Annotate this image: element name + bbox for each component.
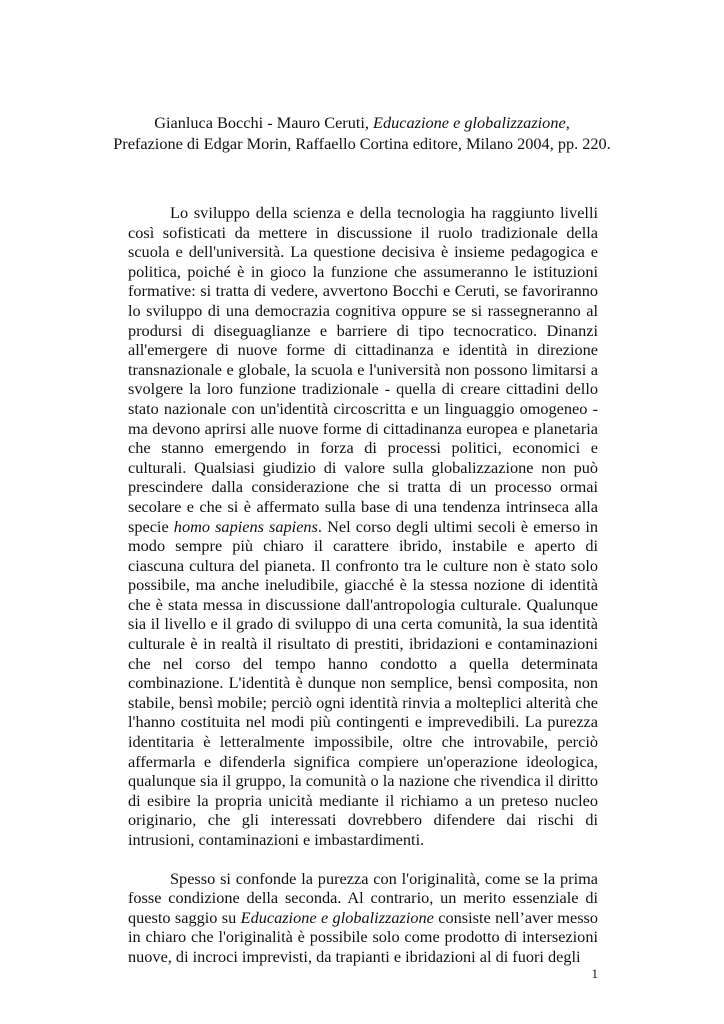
citation-line-2: Prefazione di Edgar Morin, Raffaello Cortina editore, Milano 2004, pp. 220. bbox=[113, 134, 611, 153]
page-number: 1 bbox=[591, 966, 598, 981]
paragraph-1-text-b: . Nel corso degli ultimi secoli è emerso in modo sempre più chiaro il carattere ibrido, instabile e aperto di ciascuna cultura del pianeta. Il confronto tra le culture non è stato solo possibile, ma anche ineludibile, giacché è la stessa nozione di identità che è stata messa in discussione dall'antropologia culturale. Qualunque sia il livello e il grado di sviluppo di una certa comunità, la sua identità culturale è in realtà il risultato di prestiti, ibridazioni e contaminazioni che nel corso del tempo hanno condotto a quella determinata combinazione. L'identità è dunque non semplice, bensì composita, non stabile, bensì mobile; perciò ogni identità rinvia a molteplici alterità che l'hanno costituita nel modi più contingenti e imprevedibili. La purezza identitaria è letteralmente impossibile, oltre che introvabile, perciò affermarla e difenderla significa compiere un'operazione ideologica, qualunque sia il gruppo, la comunità o la nazione che rivendica il diritto di esibire la propria unicità mediante il richiamo a un preteso nucleo originario, che gli interessati dovrebbero difendere dai rischi di intrusioni, contaminazioni e imbastardimenti. bbox=[128, 516, 598, 849]
paragraph-2-italic: Educazione e globalizzazione bbox=[240, 907, 434, 927]
paragraph-1-text-a: Lo sviluppo della scienza e della tecnologia ha raggiunto livelli così sofisticati da mettere in discussione il ruolo tradizionale della scuola e dell'università. La questione decisiva è insieme pedagogica e politica, poiché è in gioco la funzione che assumeranno le istituzioni formative: si tratta di vedere, avvertono Bocchi e Ceruti, se favoriranno lo sviluppo di una democrazia cognitiva oppure se si rassegneranno al prodursi di diseguaglianze e barriere di tipo tecnocratico. Dinanzi all'emergere di nuove forme di cittadinanza e identità in direzione transnazionale e globale, la scuola e l'università non possono limitarsi a svolgere la loro funzione tradizionale - quella di creare cittadini dello stato nazionale con un'identità circoscritta e un linguaggio omogeneo - ma devono aprirsi alle nuove forme di cittadinanza europea e planetaria che stanno emergendo in forza di processi politici, economici e culturali. Qualsiasi giudizio di valore sulla globalizzazione non può prescindere dalla considerazione che si tratta di un processo ormai secolare e che si è affermato sulla base di una tendenza intrinseca alla specie bbox=[128, 203, 598, 536]
citation-line-1 bbox=[80, 112, 644, 133]
citation-comma: , bbox=[565, 113, 570, 132]
paragraph-2-text-b: consiste nell’aver messo in chiaro che l'originalità è possibile solo come prodotto di intersezioni nuove, di incroci imprevisti, da trapianti e ibridazioni al di fuori degli bbox=[128, 907, 599, 966]
book-citation-header bbox=[80, 112, 644, 154]
review-body bbox=[128, 203, 598, 967]
paragraph-1-italic: homo sapiens sapiens bbox=[173, 516, 318, 536]
paragraph-1 bbox=[128, 203, 598, 850]
paragraph-2 bbox=[128, 869, 598, 967]
citation-authors: Gianluca Bocchi - Mauro Ceruti, bbox=[154, 113, 374, 132]
paragraph-2-text-a: Spesso si confonde la purezza con l'originalità, come se la prima fosse condizione della seconda. Al contrario, un merito essenziale di questo saggio su bbox=[128, 868, 598, 927]
citation-book-title: Educazione e globalizzazione bbox=[373, 113, 566, 132]
